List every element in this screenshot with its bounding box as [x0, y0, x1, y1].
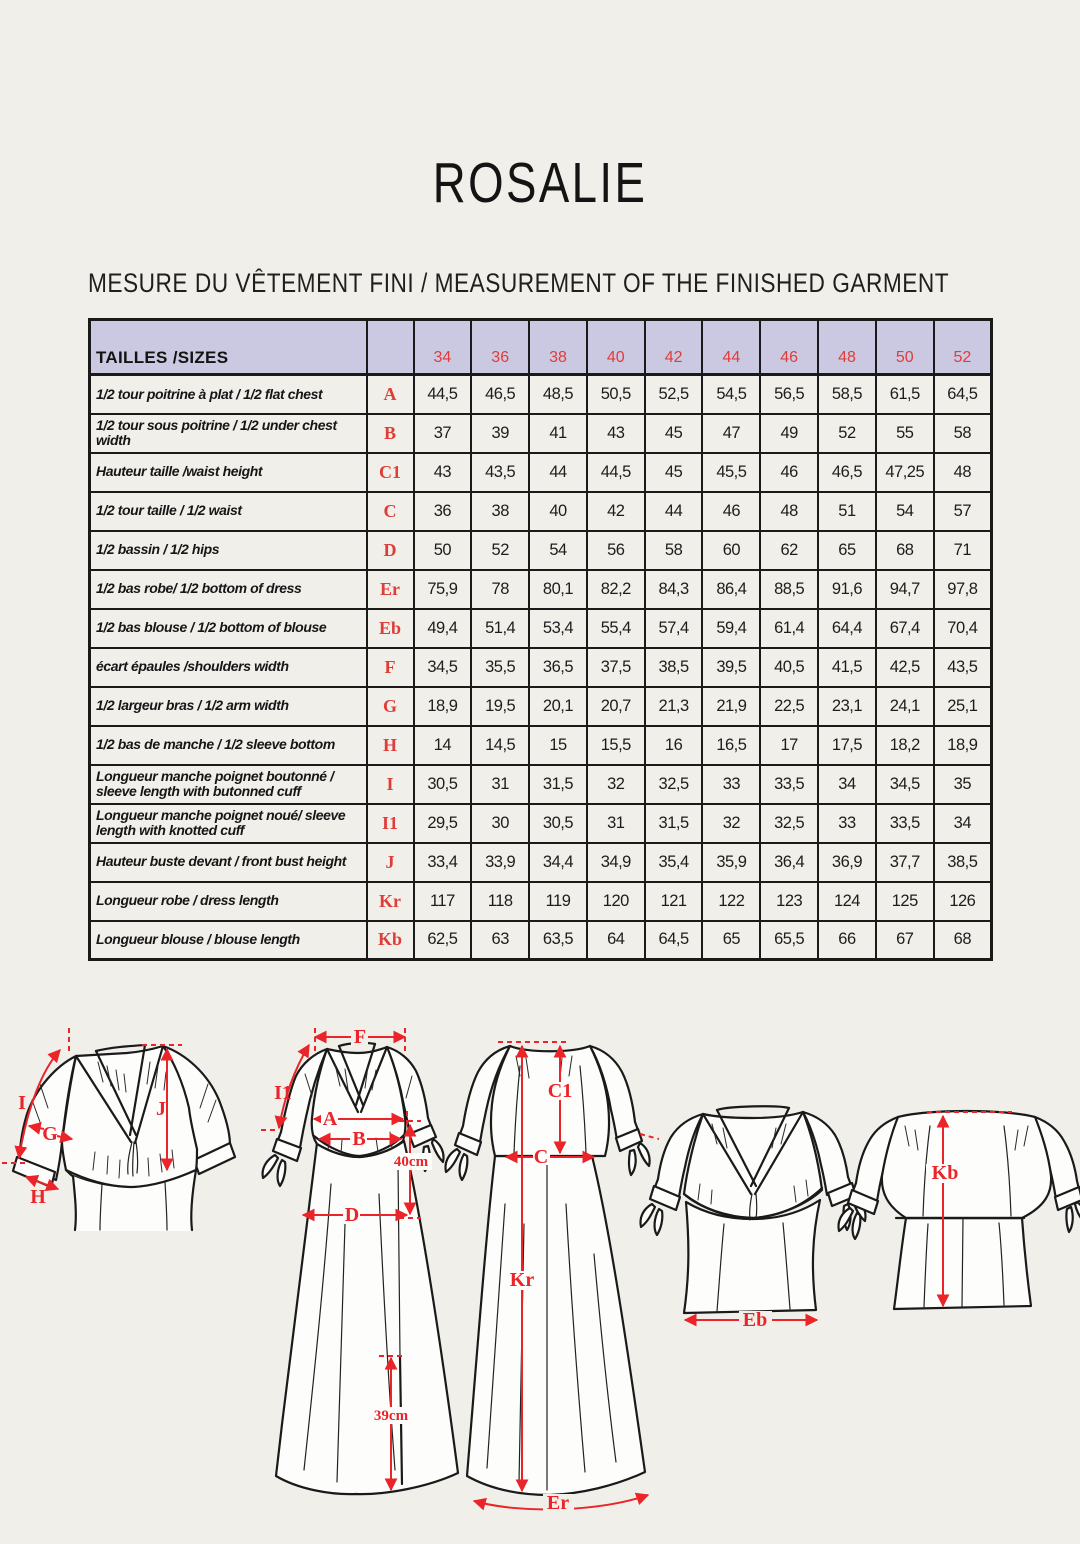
- measure-value: 48: [760, 492, 818, 531]
- measure-value: 86,4: [702, 570, 760, 609]
- measure-value: 75,9: [414, 570, 472, 609]
- measure-value: 118: [471, 882, 529, 921]
- measure-code: Kr: [367, 882, 414, 921]
- measure-code: I1: [367, 804, 414, 843]
- table-row: [90, 375, 992, 414]
- measure-value: 46: [702, 492, 760, 531]
- measure-value: 31,5: [645, 804, 703, 843]
- measure-value: 88,5: [760, 570, 818, 609]
- table-title-cell: TAILLES /SIZES: [90, 320, 367, 375]
- measure-value: 47,25: [876, 453, 934, 492]
- measure-label-Kb: Kb: [931, 1162, 959, 1184]
- measure-value: 64,5: [645, 921, 703, 960]
- measure-value: 35: [934, 765, 992, 804]
- measure-value: 39: [471, 414, 529, 453]
- size-column-header: 46: [760, 320, 818, 375]
- size-table-header-row: [90, 320, 992, 375]
- measure-label: 1/2 largeur bras / 1/2 arm width: [90, 687, 367, 726]
- measure-label: 1/2 tour sous poitrine / 1/2 under chest width: [90, 414, 367, 453]
- measure-value: 49,4: [414, 609, 472, 648]
- measure-value: 33: [702, 765, 760, 804]
- size-column-header: 48: [818, 320, 876, 375]
- measure-value: 62,5: [414, 921, 472, 960]
- table-row: [90, 687, 992, 726]
- measure-value: 53,4: [529, 609, 587, 648]
- measure-value: 35,4: [645, 843, 703, 882]
- measure-value: 63: [471, 921, 529, 960]
- garment-diagrams: [0, 1024, 1080, 1544]
- measure-value: 34,5: [414, 648, 472, 687]
- measure-value: 36,9: [818, 843, 876, 882]
- measure-label-C: C: [533, 1146, 549, 1168]
- measure-value: 84,3: [645, 570, 703, 609]
- measure-value: 59,4: [702, 609, 760, 648]
- figure-dress-front: [261, 1026, 458, 1494]
- measure-value: 123: [760, 882, 818, 921]
- dress-front-outline: [263, 1043, 458, 1494]
- figure-dress-back: [445, 1042, 649, 1514]
- measure-value: 39,5: [702, 648, 760, 687]
- measure-value: 61,4: [760, 609, 818, 648]
- measure-value: 25,1: [934, 687, 992, 726]
- measure-code: J: [367, 843, 414, 882]
- measure-label: Longueur manche poignet noué/ sleeve length with knotted cuff: [90, 804, 367, 843]
- measure-value: 18,9: [414, 687, 472, 726]
- measure-value: 44: [529, 453, 587, 492]
- measure-value: 50,5: [587, 375, 645, 414]
- measure-value: 43: [587, 414, 645, 453]
- size-table-body: [90, 375, 992, 960]
- measure-value: 57,4: [645, 609, 703, 648]
- measure-value: 66: [818, 921, 876, 960]
- measure-value: 65: [818, 531, 876, 570]
- measure-value: 61,5: [876, 375, 934, 414]
- blouse-front-outline: [640, 1106, 865, 1313]
- measure-value: 43,5: [471, 453, 529, 492]
- measure-value: 36: [414, 492, 472, 531]
- measure-value: 78: [471, 570, 529, 609]
- measure-value: 32,5: [760, 804, 818, 843]
- measure-value: 58,5: [818, 375, 876, 414]
- measure-value: 18,2: [876, 726, 934, 765]
- measure-value: 15,5: [587, 726, 645, 765]
- measure-value: 58: [934, 414, 992, 453]
- measure-value: 91,6: [818, 570, 876, 609]
- measure-value: 71: [934, 531, 992, 570]
- measure-label: 1/2 tour poitrine à plat / 1/2 flat chest: [90, 375, 367, 414]
- table-row: [90, 570, 992, 609]
- measure-value: 117: [414, 882, 472, 921]
- measure-code: D: [367, 531, 414, 570]
- table-row: [90, 921, 992, 960]
- measure-value: 33,9: [471, 843, 529, 882]
- measure-value: 35,9: [702, 843, 760, 882]
- measure-value: 23,1: [818, 687, 876, 726]
- measure-value: 52: [818, 414, 876, 453]
- measure-value: 65,5: [760, 921, 818, 960]
- measure-value: 15: [529, 726, 587, 765]
- measure-code: C: [367, 492, 414, 531]
- measure-value: 34,5: [876, 765, 934, 804]
- measure-value: 60: [702, 531, 760, 570]
- measure-value: 31: [587, 804, 645, 843]
- measure-label-B: B: [352, 1128, 366, 1150]
- measure-label-39cm: 39cm: [373, 1408, 409, 1424]
- measure-value: 34: [818, 765, 876, 804]
- table-row: [90, 453, 992, 492]
- measure-value: 55: [876, 414, 934, 453]
- measure-value: 43,5: [934, 648, 992, 687]
- measure-value: 14: [414, 726, 472, 765]
- measure-label-H: H: [30, 1186, 46, 1208]
- measure-value: 21,3: [645, 687, 703, 726]
- measure-value: 68: [876, 531, 934, 570]
- measure-label-C1: C1: [547, 1080, 573, 1102]
- table-row: [90, 765, 992, 804]
- measure-value: 18,9: [934, 726, 992, 765]
- table-row: [90, 531, 992, 570]
- measure-value: 121: [645, 882, 703, 921]
- measure-value: 56,5: [760, 375, 818, 414]
- measure-value: 68: [934, 921, 992, 960]
- measure-value: 30: [471, 804, 529, 843]
- measure-label: écart épaules /shoulders width: [90, 648, 367, 687]
- measure-code: A: [367, 375, 414, 414]
- size-column-header: 38: [529, 320, 587, 375]
- measure-value: 48,5: [529, 375, 587, 414]
- measure-code: H: [367, 726, 414, 765]
- measure-value: 49: [760, 414, 818, 453]
- measure-value: 33,5: [876, 804, 934, 843]
- measure-value: 56: [587, 531, 645, 570]
- measure-label: Longueur robe / dress length: [90, 882, 367, 921]
- measure-label-I1: I1: [274, 1082, 292, 1104]
- measure-value: 58: [645, 531, 703, 570]
- size-column-header: 34: [414, 320, 472, 375]
- measure-value: 36,5: [529, 648, 587, 687]
- size-column-header: 40: [587, 320, 645, 375]
- measure-value: 46,5: [471, 375, 529, 414]
- measure-label: 1/2 bas blouse / 1/2 bottom of blouse: [90, 609, 367, 648]
- measure-value: 38,5: [934, 843, 992, 882]
- measure-value: 38,5: [645, 648, 703, 687]
- measure-value: 55,4: [587, 609, 645, 648]
- measure-value: 33,4: [414, 843, 472, 882]
- table-row: [90, 882, 992, 921]
- size-column-header: 50: [876, 320, 934, 375]
- measure-value: 94,7: [876, 570, 934, 609]
- measure-label-Eb: Eb: [742, 1309, 768, 1331]
- measure-value: 44: [645, 492, 703, 531]
- measure-value: 37: [414, 414, 472, 453]
- measure-value: 41,5: [818, 648, 876, 687]
- measure-label-I: I: [18, 1092, 26, 1114]
- measure-label: 1/2 bas de manche / 1/2 sleeve bottom: [90, 726, 367, 765]
- measure-value: 80,1: [529, 570, 587, 609]
- measure-value: 47: [702, 414, 760, 453]
- figure-blouse-front-detail: [2, 1028, 235, 1231]
- figure-blouse-front: [640, 1106, 866, 1331]
- measure-label-J: J: [156, 1098, 166, 1120]
- size-column-header: 36: [471, 320, 529, 375]
- measure-value: 46,5: [818, 453, 876, 492]
- measure-value: 19,5: [471, 687, 529, 726]
- size-column-header: 52: [934, 320, 992, 375]
- figure-blouse-back: [838, 1111, 1080, 1309]
- measure-value: 30,5: [529, 804, 587, 843]
- measure-value: 20,7: [587, 687, 645, 726]
- measure-value: 33,5: [760, 765, 818, 804]
- measure-value: 50: [414, 531, 472, 570]
- measure-value: 64,5: [934, 375, 992, 414]
- measure-label-G: G: [42, 1123, 58, 1145]
- measure-value: 42,5: [876, 648, 934, 687]
- measure-code: G: [367, 687, 414, 726]
- measure-value: 42: [587, 492, 645, 531]
- measure-value: 125: [876, 882, 934, 921]
- measure-value: 124: [818, 882, 876, 921]
- measure-value: 51: [818, 492, 876, 531]
- measure-label: Longueur blouse / blouse length: [90, 921, 367, 960]
- measure-code: Eb: [367, 609, 414, 648]
- measure-value: 45: [645, 453, 703, 492]
- table-row: [90, 726, 992, 765]
- measure-label: 1/2 tour taille / 1/2 waist: [90, 492, 367, 531]
- measure-value: 48: [934, 453, 992, 492]
- measure-value: 54: [529, 531, 587, 570]
- measure-label-40cm: 40cm: [393, 1154, 429, 1170]
- measure-value: 67: [876, 921, 934, 960]
- measure-value: 17: [760, 726, 818, 765]
- measure-code: Er: [367, 570, 414, 609]
- measure-value: 119: [529, 882, 587, 921]
- measure-value: 45: [645, 414, 703, 453]
- measure-value: 70,4: [934, 609, 992, 648]
- measure-code: F: [367, 648, 414, 687]
- measure-value: 51,4: [471, 609, 529, 648]
- measure-value: 30,5: [414, 765, 472, 804]
- measure-value: 21,9: [702, 687, 760, 726]
- measure-value: 45,5: [702, 453, 760, 492]
- measure-value: 120: [587, 882, 645, 921]
- table-row: [90, 804, 992, 843]
- table-row: [90, 414, 992, 453]
- measure-value: 54,5: [702, 375, 760, 414]
- measure-code: Kb: [367, 921, 414, 960]
- measure-code: C1: [367, 453, 414, 492]
- measure-label: Longueur manche poignet boutonné / sleeve length with butonned cuff: [90, 765, 367, 804]
- measure-label-Er: Er: [546, 1492, 570, 1514]
- measure-value: 64,4: [818, 609, 876, 648]
- measure-value: 44,5: [414, 375, 472, 414]
- measure-value: 36,4: [760, 843, 818, 882]
- measure-label-A: A: [322, 1108, 338, 1130]
- table-row: [90, 492, 992, 531]
- measure-value: 62: [760, 531, 818, 570]
- measure-value: 34,4: [529, 843, 587, 882]
- measure-value: 126: [934, 882, 992, 921]
- page-title-wrap: [0, 150, 1080, 216]
- blouse-back-outline: [838, 1111, 1080, 1309]
- measure-label: Hauteur buste devant / front bust height: [90, 843, 367, 882]
- measure-value: 22,5: [760, 687, 818, 726]
- measure-label: 1/2 bas robe/ 1/2 bottom of dress: [90, 570, 367, 609]
- measure-value: 63,5: [529, 921, 587, 960]
- measure-value: 46: [760, 453, 818, 492]
- measure-value: 32: [587, 765, 645, 804]
- measure-value: 67,4: [876, 609, 934, 648]
- measure-value: 52,5: [645, 375, 703, 414]
- measure-value: 122: [702, 882, 760, 921]
- size-column-header: 44: [702, 320, 760, 375]
- measure-label: Hauteur taille /waist height: [90, 453, 367, 492]
- measure-label-F: F: [353, 1026, 367, 1048]
- measure-value: 16: [645, 726, 703, 765]
- measure-value: 32,5: [645, 765, 703, 804]
- measure-label-Kr: Kr: [509, 1269, 535, 1291]
- measure-code: I: [367, 765, 414, 804]
- size-column-header: 42: [645, 320, 703, 375]
- page-subtitle-wrap: [88, 268, 1080, 299]
- measure-value: 38: [471, 492, 529, 531]
- measure-label-D: D: [344, 1204, 360, 1226]
- measure-value: 43: [414, 453, 472, 492]
- measure-value: 40: [529, 492, 587, 531]
- size-table-head: [90, 320, 992, 375]
- measure-value: 31,5: [529, 765, 587, 804]
- measure-value: 64: [587, 921, 645, 960]
- measure-value: 16,5: [702, 726, 760, 765]
- measure-value: 20,1: [529, 687, 587, 726]
- measure-value: 33: [818, 804, 876, 843]
- table-row: [90, 648, 992, 687]
- measure-value: 54: [876, 492, 934, 531]
- size-table: [88, 318, 993, 961]
- measure-value: 37,7: [876, 843, 934, 882]
- measure-value: 82,2: [587, 570, 645, 609]
- measure-value: 44,5: [587, 453, 645, 492]
- measure-value: 14,5: [471, 726, 529, 765]
- measure-value: 31: [471, 765, 529, 804]
- page-subtitle: MESURE DU VÊTEMENT FINI / MEASUREMENT OF THE FINISHED GARMENT: [88, 268, 950, 298]
- measure-value: 34: [934, 804, 992, 843]
- measure-value: 32: [702, 804, 760, 843]
- table-row: [90, 843, 992, 882]
- measure-value: 35,5: [471, 648, 529, 687]
- measure-value: 97,8: [934, 570, 992, 609]
- measure-value: 41: [529, 414, 587, 453]
- measure-code: B: [367, 414, 414, 453]
- measure-value: 17,5: [818, 726, 876, 765]
- measure-value: 34,9: [587, 843, 645, 882]
- measure-value: 37,5: [587, 648, 645, 687]
- measure-value: 65: [702, 921, 760, 960]
- code-column-header: [367, 320, 414, 375]
- table-row: [90, 609, 992, 648]
- measure-value: 40,5: [760, 648, 818, 687]
- measure-label: 1/2 bassin / 1/2 hips: [90, 531, 367, 570]
- measure-value: 29,5: [414, 804, 472, 843]
- page-title: ROSALIE: [432, 151, 648, 215]
- measure-value: 24,1: [876, 687, 934, 726]
- measure-value: 52: [471, 531, 529, 570]
- measure-value: 57: [934, 492, 992, 531]
